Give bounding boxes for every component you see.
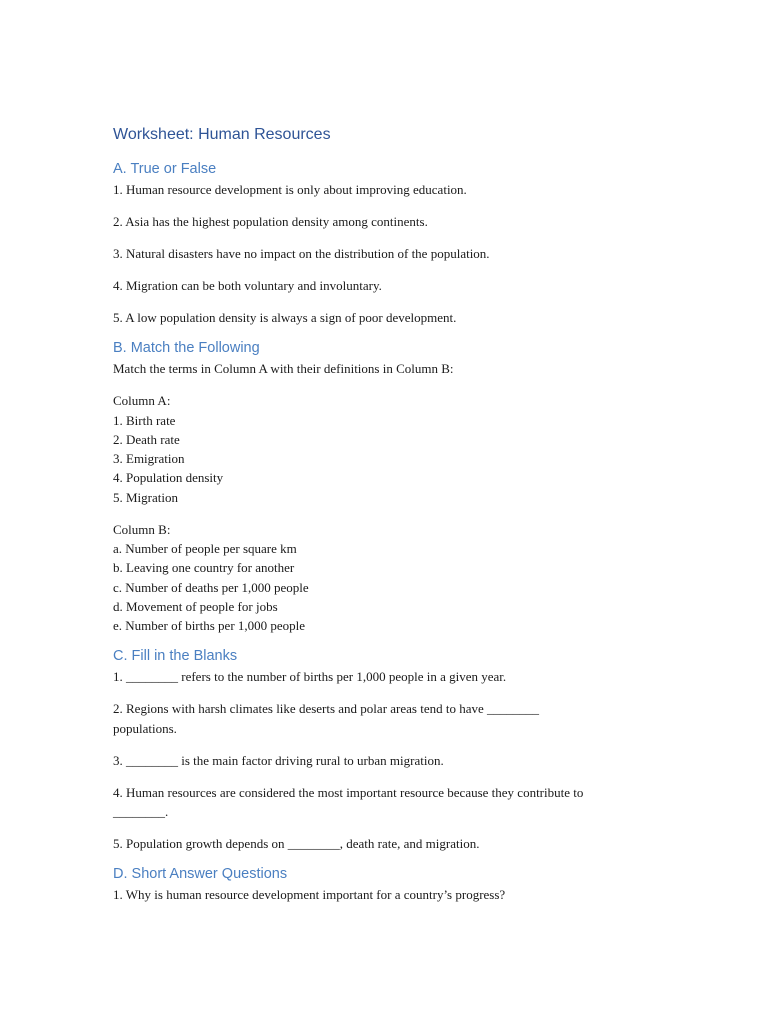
blank-item-2: 2. Regions with harsh climates like deserts and polar areas tend to have ________ — [113, 701, 540, 717]
column-b-item: a. Number of people per square km — [113, 540, 297, 556]
column-b-item: d. Movement of people for jobs — [113, 598, 278, 614]
column-a-item: 1. Birth rate — [113, 412, 176, 428]
column-a-item: 3. Emigration — [113, 451, 185, 467]
worksheet-title: Worksheet: Human Resources — [113, 126, 331, 143]
section-a-heading: A. True or False — [113, 161, 217, 177]
blank-item-3: 3. ________ is the main factor driving rural to urban migration. — [113, 752, 444, 768]
section-d-heading: D. Short Answer Questions — [113, 866, 288, 883]
short-answer-item-1: 1. Why is human resource development important for a country’s progress? — [113, 887, 506, 903]
tf-item-4: 4. Migration can be both voluntary and involuntary. — [113, 277, 382, 293]
tf-item-2: 2. Asia has the highest population density among continents. — [113, 213, 428, 229]
column-b-item: b. Leaving one country for another — [113, 560, 295, 576]
blank-item-4-cont: ________. — [113, 804, 169, 820]
column-a-label: Column A: — [113, 393, 171, 409]
tf-item-3: 3. Natural disasters have no impact on the distribution of the population. — [113, 245, 490, 261]
blank-item-4: 4. Human resources are considered the most important resource because they contribute to — [113, 784, 584, 800]
tf-item-5: 5. A low population density is always a sign of poor development. — [113, 309, 457, 325]
column-a-item: 4. Population density — [113, 470, 224, 486]
column-a-item: 5. Migration — [113, 489, 178, 505]
column-b-label: Column B: — [113, 521, 171, 537]
tf-item-1: 1. Human resource development is only about improving education. — [113, 182, 467, 197]
section-c-heading: C. Fill in the Blanks — [113, 648, 238, 665]
column-a-item: 2. Death rate — [113, 431, 180, 447]
column-b-item: c. Number of deaths per 1,000 people — [113, 579, 309, 595]
column-b-item: e. Number of births per 1,000 people — [113, 618, 306, 634]
blank-item-2-cont: populations. — [113, 720, 177, 736]
section-b-heading: B. Match the Following — [113, 340, 260, 357]
blank-item-1: 1. ________ refers to the number of births per 1,000 people in a given year. — [113, 669, 507, 685]
blank-item-5: 5. Population growth depends on ________, death rate, and migration. — [113, 836, 480, 851]
match-intro: Match the terms in Column A with their definitions in Column B: — [113, 361, 454, 377]
worksheet-page — [113, 122, 673, 905]
